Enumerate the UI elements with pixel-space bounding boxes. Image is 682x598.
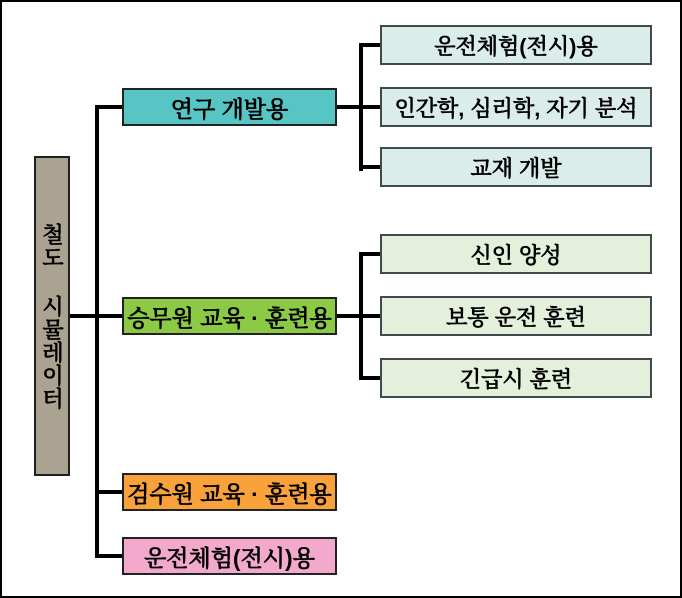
node-research-child-teaching-material <box>380 147 652 187</box>
node-railway-simulator-label: 철도 시뮬레이터 <box>39 222 65 410</box>
node-railway-simulator <box>34 156 70 476</box>
node-driving-experience <box>122 537 337 575</box>
node-research-development <box>122 88 337 126</box>
connector-stub-research-child-1 <box>359 43 380 47</box>
node-research-child-teaching-material-label: 교재 개발 <box>470 155 562 181</box>
node-inspector-training-label: 검수원 교육 · 훈련용 <box>127 480 332 507</box>
connector-research-vertical <box>359 43 363 171</box>
connector-root-to-crew <box>70 314 124 318</box>
node-crew-child-normal-driving <box>380 296 652 336</box>
connector-branch-inspector <box>97 490 124 494</box>
node-research-child-exhibition <box>380 25 652 65</box>
node-crew-child-emergency-label: 긴급시 훈련 <box>459 366 573 392</box>
node-research-child-psychology <box>380 87 652 127</box>
node-crew-child-newcomer <box>380 234 652 274</box>
node-research-child-exhibition-label: 운전체험(전시)용 <box>434 33 598 59</box>
node-crew-training-label: 승무원 교육 · 훈련용 <box>127 304 332 331</box>
node-crew-training <box>122 297 337 335</box>
connector-crew-vertical <box>359 252 363 380</box>
node-inspector-training <box>122 473 337 511</box>
connector-stub-crew-child-1 <box>359 252 380 256</box>
node-research-child-psychology-label: 인간학, 심리학, 자기 분석 <box>394 95 638 121</box>
node-driving-experience-label: 운전체험(전시)용 <box>144 544 315 571</box>
connector-branch-research <box>97 105 124 109</box>
node-crew-child-newcomer-label: 신인 양성 <box>470 242 562 268</box>
node-crew-child-emergency <box>380 358 652 398</box>
connector-stub-crew-child-3 <box>359 376 380 380</box>
connector-branch-experience <box>97 554 124 558</box>
node-crew-child-normal-driving-label: 보통 운전 훈련 <box>446 304 586 330</box>
node-research-development-label: 연구 개발용 <box>170 95 289 122</box>
connector-stub-research-child-3 <box>359 165 380 169</box>
